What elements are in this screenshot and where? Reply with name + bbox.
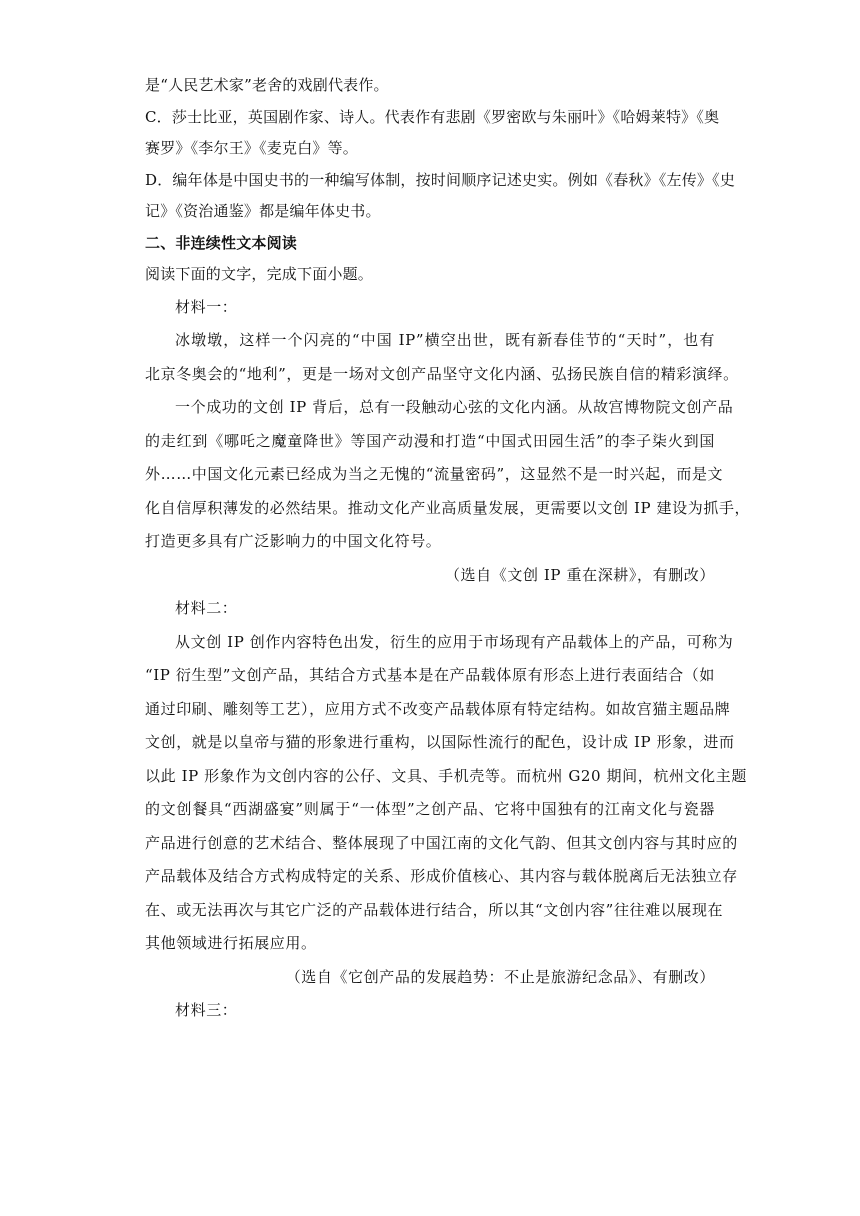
material-line: 文创，就是以皇帝与猫的形象进行重构，以国际性流行的配色，设计成 IP 形象，进而 — [145, 733, 735, 751]
material-line: 通过印刷、雕刻等工艺），应用方式不改变产品载体原有特定结构。如故宫猫主题品牌 — [145, 699, 731, 718]
material-line: 产品载体及结合方式构成特定的关系、形成价值核心、其内容与载体脱离后无法独立存 — [145, 867, 738, 885]
material-line: 的文创餐具“西湖盛宴”则属于“一体型”之创产品、它将中国独有的江南文化与瓷器 — [145, 800, 715, 818]
material-label: 材料一： — [175, 297, 238, 316]
material-line: 化自信厚积薄发的必然结果。推动文化产业高质量发展，更需要以文创 IP 建设为抓手， — [145, 498, 751, 517]
material-line: 的走红到《哪吒之魔童降世》等国产动漫和打造“中国式田园生活”的李子柒火到国 — [145, 431, 715, 450]
material-line: 在、或无法再次与其它广泛的产品载体进行结合，所以其“文创内容”往往难以展现在 — [145, 900, 724, 919]
question-option-d: D．编年体是中国史书的一种编写体制，按时间顺序记述史实。例如《春秋》《左传》《史 — [145, 170, 736, 189]
material-line: 其他领域进行拓展应用。 — [145, 934, 317, 952]
question-option-c: C．莎士比亚，英国剧作家、诗人。代表作有悲剧《罗密欧与朱丽叶》《哈姆莱特》《奥 — [145, 107, 720, 126]
material-label: 材料二： — [175, 599, 238, 617]
material-source: （选自《它创产品的发展趋势：不止是旅游纪念品》、有删改） — [285, 967, 715, 986]
material-line: 北京冬奥会的“地利”，更是一场对文创产品坚守文化内涵、弘扬民族自信的精彩演绎。 — [145, 364, 739, 383]
material-line: 一个成功的文创 IP 背后，总有一段触动心弦的文化内涵。从故宫博物院文创产品 — [175, 398, 734, 416]
material-line: 打造更多具有广泛影响力的中国文化符号。 — [145, 532, 442, 550]
material-line: 以此 IP 形象作为文创内容的公仔、文具、手机壳等。而杭州 G20 期间，杭州文化主题 — [145, 766, 747, 785]
material-label: 材料三： — [175, 1001, 238, 1019]
section-heading: 二、非连续性文本阅读 — [145, 233, 298, 252]
material-line: 从文创 IP 创作内容特色出发，衍生的应用于市场现有产品载体上的产品，可称为 — [175, 632, 734, 651]
material-line: “IP 衍生型”文创产品，其结合方式基本是在产品载体原有形态上进行表面结合（如 — [145, 666, 715, 684]
question-option-line: 记》《资治通鉴》都是编年体史书。 — [145, 202, 381, 220]
reading-instruction: 阅读下面的文字，完成下面小题。 — [145, 265, 374, 283]
question-option-line: 是“人民艺术家”老舍的戏剧代表作。 — [145, 76, 389, 94]
material-source: （选自《文创 IP 重在深耕》，有删改） — [444, 565, 715, 584]
question-option-line: 赛罗》《李尔王》《麦克白》等。 — [145, 139, 359, 157]
material-line: 产品进行创意的艺术结合、整体展现了中国江南的文化气韵、但其文创内容与其时应的 — [145, 833, 738, 852]
material-line: 冰墩墩，这样一个闪亮的“中国 IP”横空出世，既有新春佳节的“天时”，也有 — [175, 331, 715, 349]
material-line: 外……中国文化元素已经成为当之无愧的“流量密码”，这显然不是一时兴起，而是文 — [145, 465, 724, 483]
